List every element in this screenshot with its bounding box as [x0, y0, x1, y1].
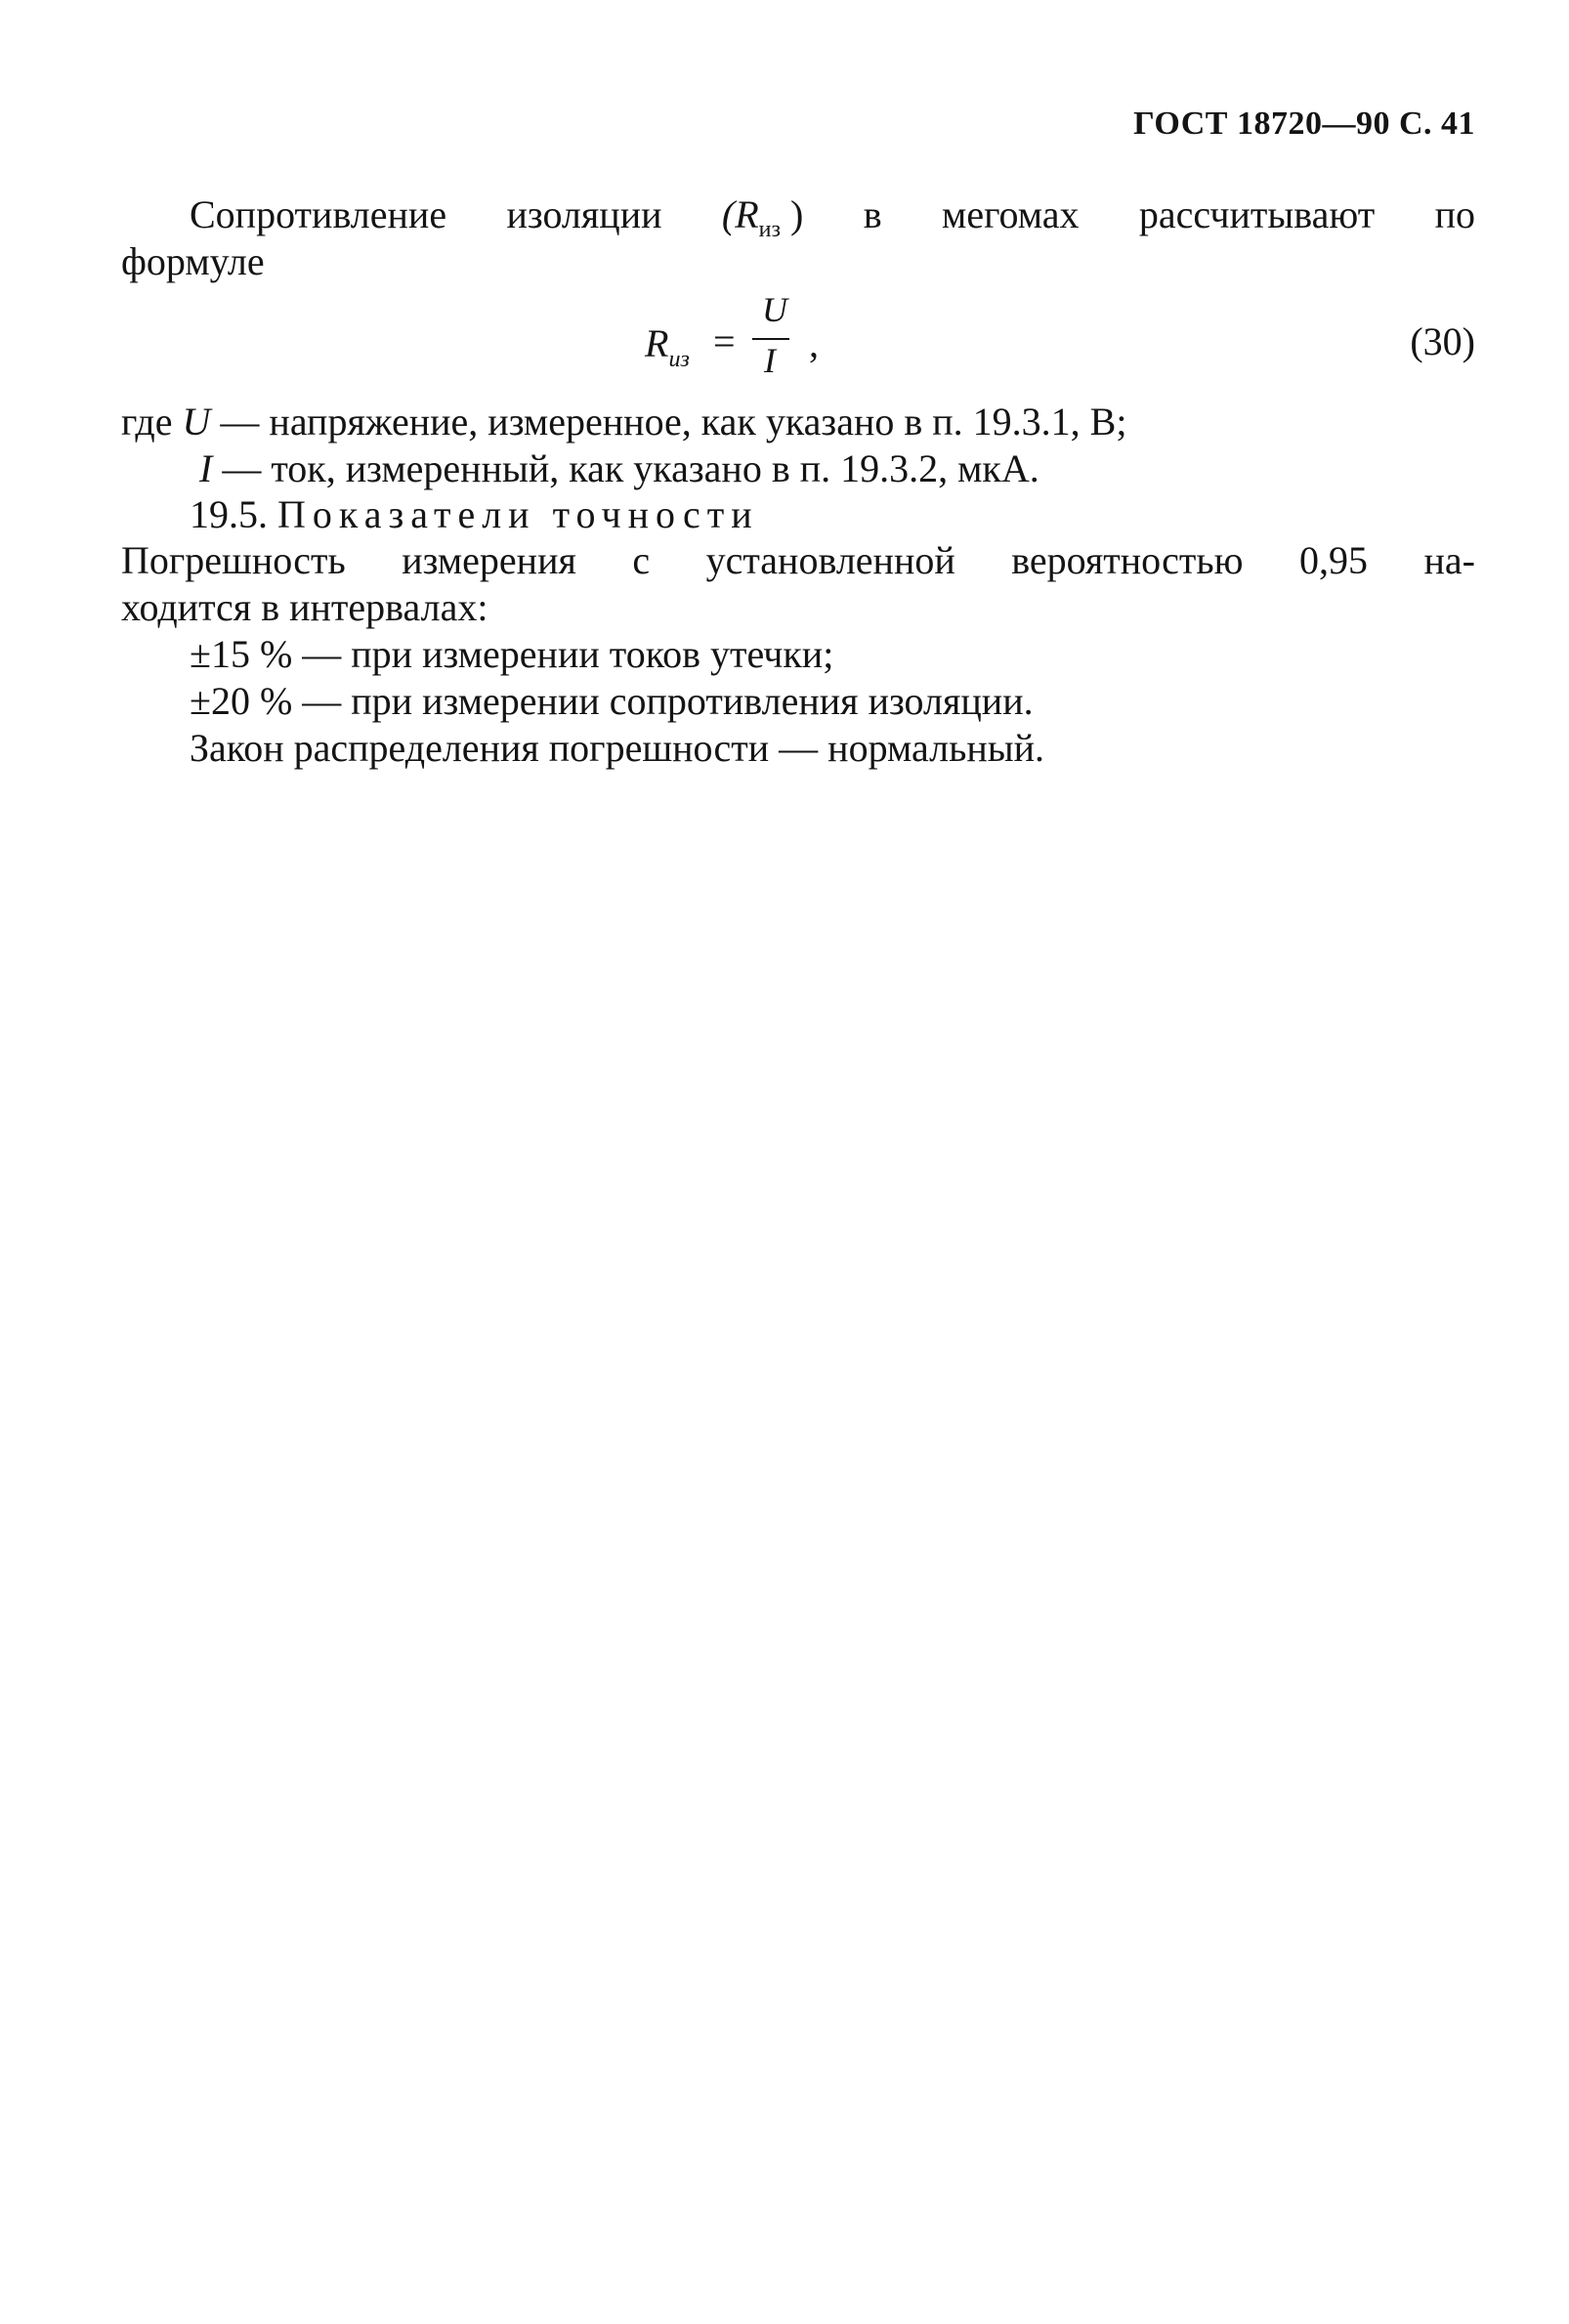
intro-line-1: [190, 191, 1475, 253]
section-number: 19.5.: [190, 492, 277, 536]
formula-equals: =: [713, 319, 736, 363]
accuracy-word: 0,95: [1299, 538, 1368, 582]
current-symbol: I: [199, 446, 213, 490]
intro-word: изоляции: [506, 192, 662, 236]
voltage-symbol: U: [182, 400, 211, 444]
accuracy-word: с: [632, 538, 651, 582]
formula-numerator: U: [762, 290, 787, 329]
section-title: Показатели точности: [277, 492, 759, 536]
page-header: ГОСТ 18720—90 С. 41: [1133, 106, 1475, 142]
tolerance-item-insulation: ±20 % — при измерении сопротивления изоляции.: [190, 679, 1034, 723]
equation-number: (30): [1410, 319, 1475, 363]
resistance-subscript: из: [758, 217, 781, 242]
intro-symbol: [722, 191, 803, 253]
accuracy-word: измерения: [402, 538, 576, 582]
intro-word: Сопротивление: [190, 192, 447, 236]
definition-u: [121, 399, 1126, 445]
accuracy-word: Погрешность: [121, 538, 346, 582]
accuracy-word: установленной: [705, 538, 955, 582]
closing-paren: ): [790, 192, 804, 236]
formula-lhs: [645, 320, 690, 373]
definition-i: [199, 445, 1039, 492]
accuracy-line-1: [121, 537, 1475, 584]
definition-prefix: где: [121, 400, 183, 444]
formula-lhs-symbol: R: [645, 321, 669, 365]
formula-denominator: I: [764, 341, 776, 380]
formula-30: [645, 289, 879, 397]
intro-word: рассчитывают: [1138, 192, 1376, 236]
accuracy-word: вероятностью: [1011, 538, 1244, 582]
resistance-symbol: (R: [721, 192, 759, 236]
tolerance-item-leakage: ±15 % — при измерении токов утечки;: [190, 632, 834, 676]
definition-i-text: — ток, измеренный, как указано в п. 19.3.2, мкА.: [212, 446, 1039, 490]
intro-word: в: [863, 192, 882, 236]
intro-line-2: формуле: [121, 239, 265, 283]
intro-word: по: [1434, 192, 1475, 236]
formula-comma: ,: [809, 321, 819, 365]
formula-lhs-subscript: из: [668, 347, 690, 372]
accuracy-line-2: ходится в интервалах:: [121, 585, 488, 629]
definition-u-text: — напряжение, измеренное, как указано в п. 19.3.1, В;: [210, 400, 1127, 444]
intro-word: мегомах: [942, 192, 1080, 236]
section-heading: [190, 491, 759, 538]
accuracy-word: на-: [1423, 538, 1475, 582]
distribution-law: Закон распределения погрешности — нормальный.: [190, 726, 1045, 770]
